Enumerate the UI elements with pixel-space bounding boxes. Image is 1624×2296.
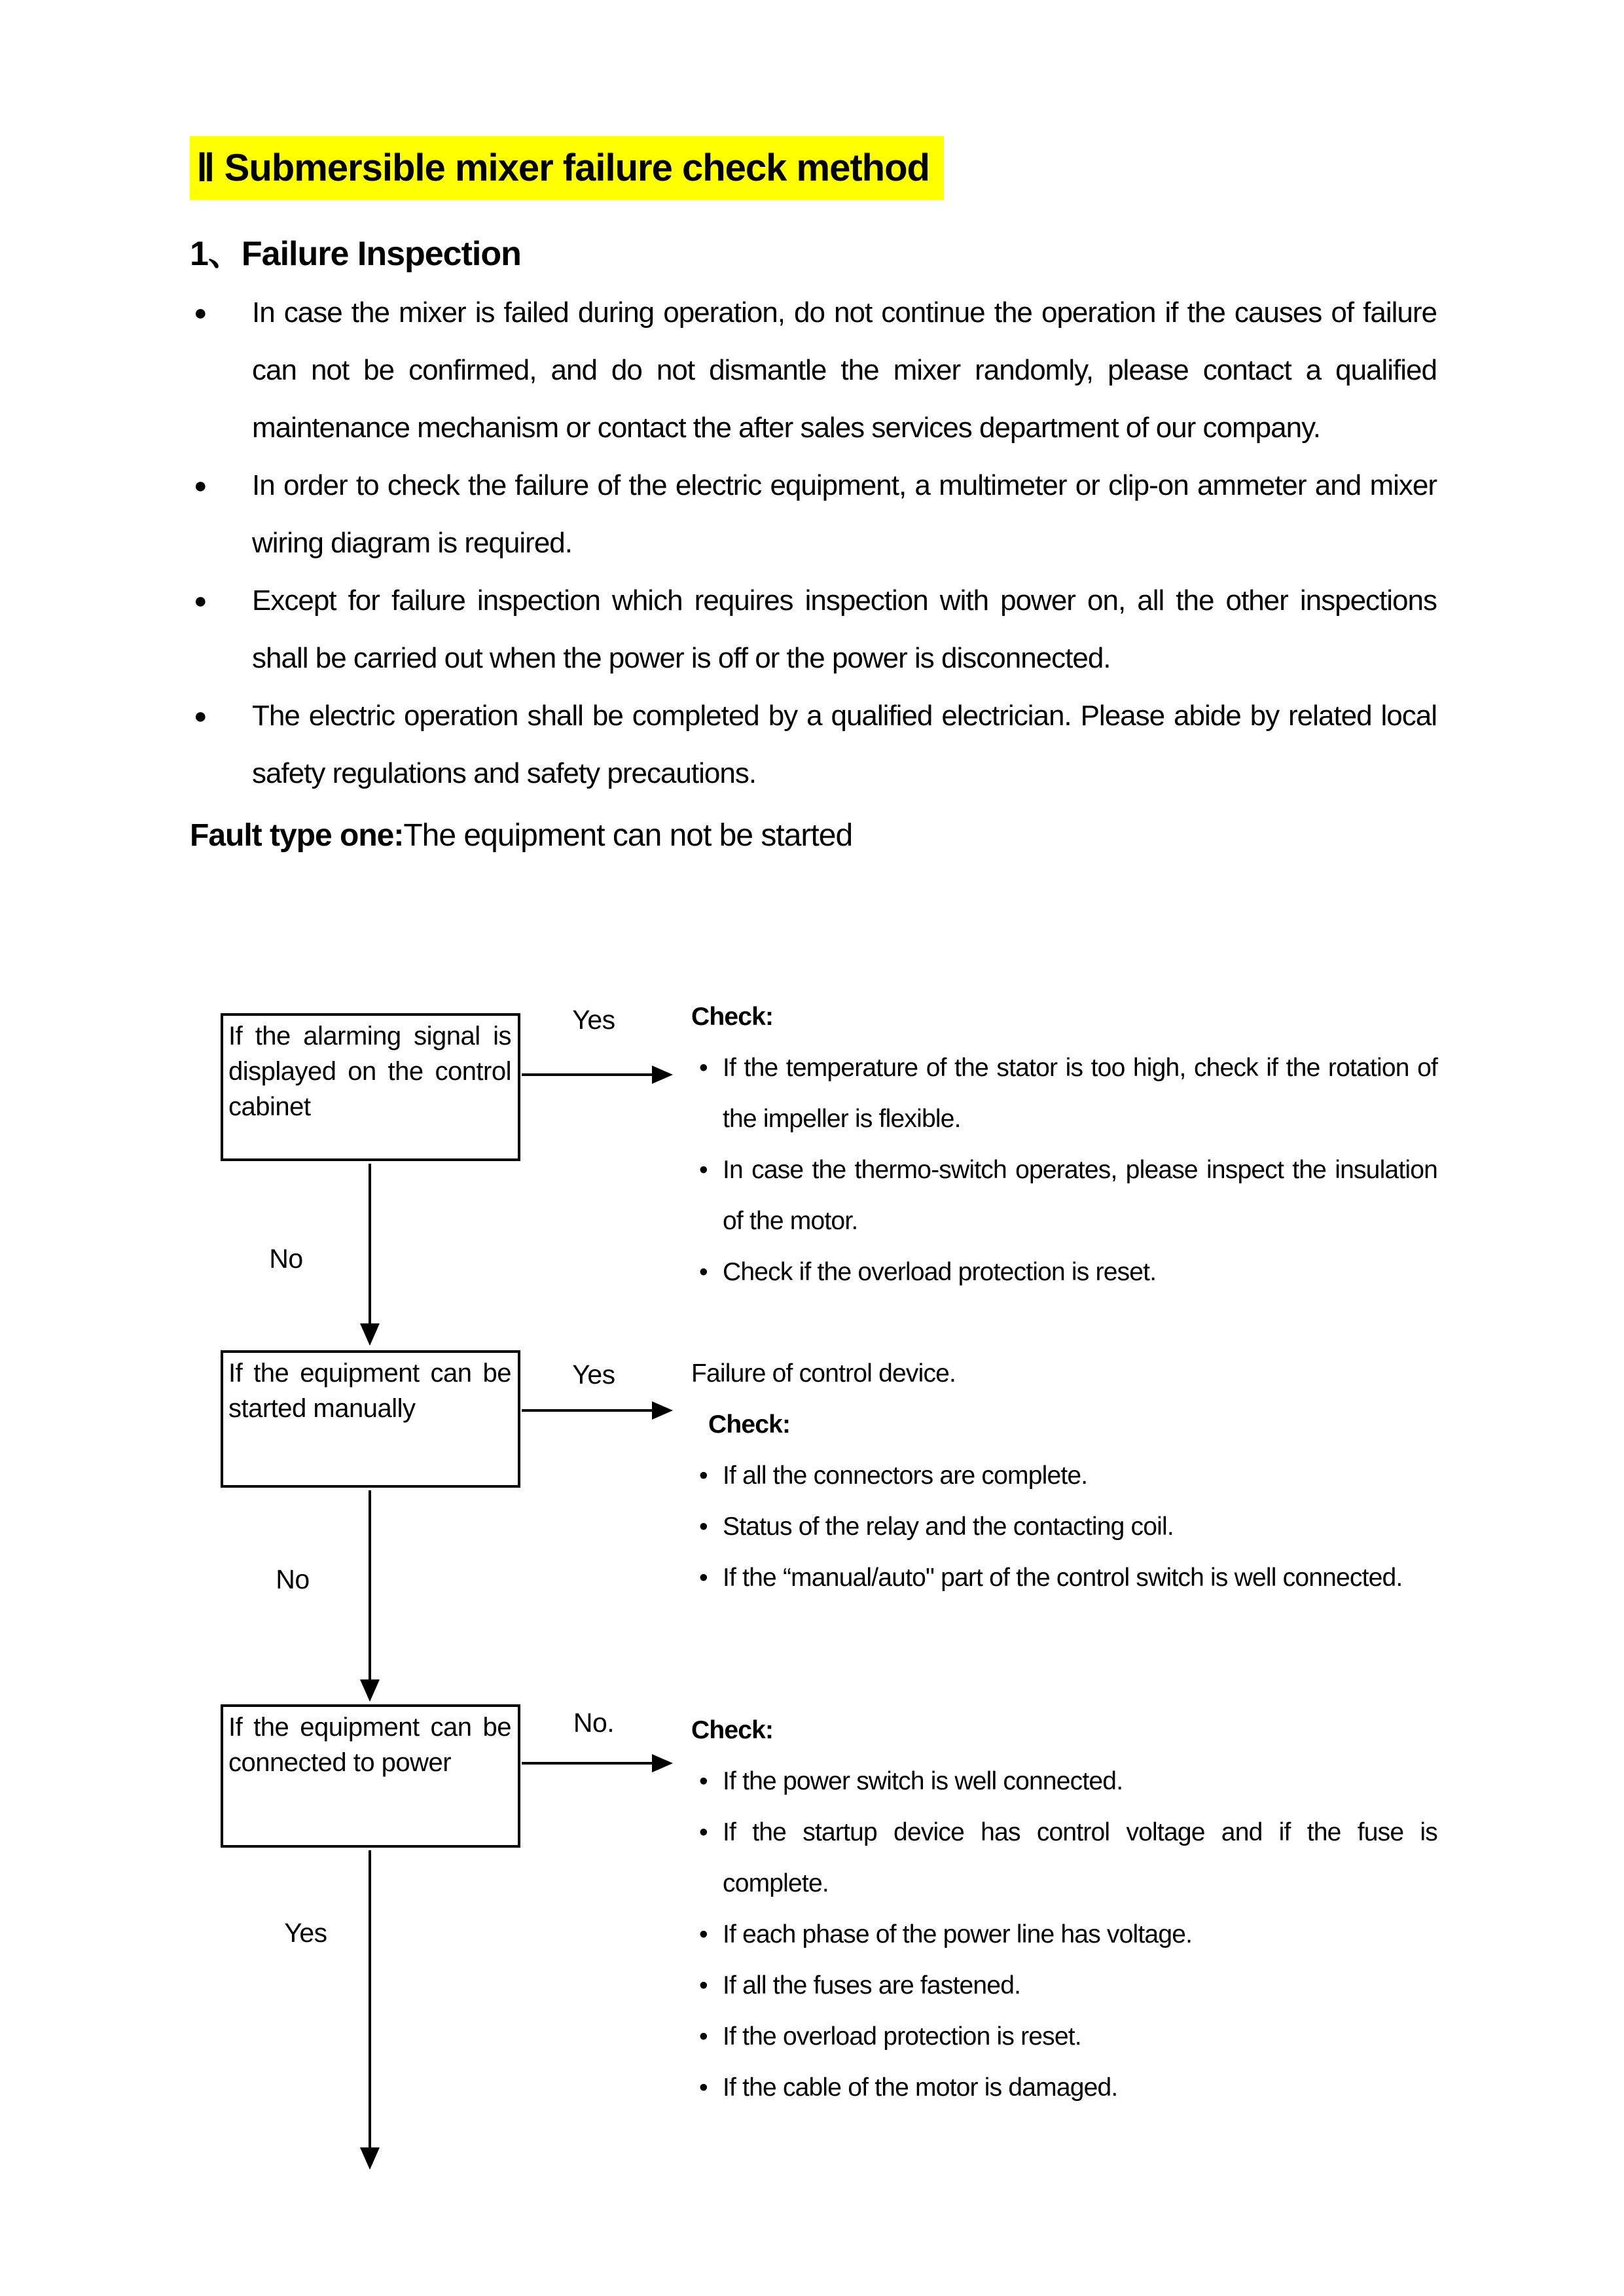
document-title bbox=[0, 0, 1624, 191]
check-item: • If the cable of the motor is damaged. bbox=[691, 2062, 1437, 2113]
check-block-power bbox=[691, 1705, 1437, 2113]
check-title: Check: bbox=[708, 1410, 791, 1439]
fault-type-heading-rest: The equipment can not be started bbox=[403, 818, 853, 853]
right-arrow-icon bbox=[522, 1409, 652, 1412]
decision-box-manual-start: If the equipment can be started manually bbox=[221, 1350, 520, 1488]
check-item: • If the temperature of the stator is too high, check if the rotation of the impeller is flexible. bbox=[691, 1043, 1437, 1145]
check-title: Check: bbox=[691, 1003, 774, 1031]
check-item: • If the power switch is well connected. bbox=[691, 1756, 1437, 1807]
decision-box-power-connect: If the equipment can be connected to power bbox=[221, 1704, 520, 1848]
check-item: • If the startup device has control voltage and if the fuse is complete. bbox=[691, 1807, 1437, 1909]
check-title: Check: bbox=[691, 1716, 774, 1744]
check-item: • If each phase of the power line has voltage. bbox=[691, 1909, 1437, 1960]
branch-label-yes-2: Yes bbox=[572, 1359, 615, 1390]
down-label-no-2: No bbox=[276, 1564, 310, 1594]
branch-label-yes-1: Yes bbox=[572, 1005, 615, 1035]
down-label-no-1: No bbox=[269, 1244, 303, 1274]
check-item: • If the overload protection is reset. bbox=[691, 2011, 1437, 2062]
right-arrow-icon bbox=[522, 1762, 652, 1765]
check-item: • If the “manual/auto" part of the control switch is well connected. bbox=[691, 1552, 1437, 1604]
down-arrow-icon bbox=[369, 1164, 371, 1324]
check-item: • If all the fuses are fastened. bbox=[691, 1960, 1437, 2011]
bullet-item: ● In case the mixer is failed during operation, do not continue the operation if the causes of failure can not be confirmed, and do not dismantle the mixer randomly, please contact a qualified maintenance mechanism or contact the after sales services department of our company. bbox=[190, 284, 1437, 457]
right-arrow-icon bbox=[522, 1073, 652, 1076]
check-item: • Check if the overload protection is reset. bbox=[691, 1247, 1437, 1298]
down-arrow-icon bbox=[369, 1850, 371, 2148]
bullet-item: ● In order to check the failure of the electric equipment, a multimeter or clip-on ammeter and mixer wiring diagram is required. bbox=[190, 457, 1437, 572]
document-title-highlight: Ⅱ Submersible mixer failure check method bbox=[190, 136, 944, 200]
fault-type-heading-bold: Fault type one: bbox=[190, 818, 404, 853]
down-arrow-icon bbox=[369, 1490, 371, 1680]
bullet-list bbox=[190, 284, 1437, 802]
check-block-alarm bbox=[691, 992, 1437, 1298]
section-heading: 1、Failure Inspection bbox=[190, 235, 521, 273]
check-item: • In case the thermo-switch operates, please inspect the insulation of the motor. bbox=[691, 1145, 1437, 1247]
check-block-control-device bbox=[691, 1348, 1437, 1604]
branch-label-no-3: No. bbox=[573, 1708, 615, 1738]
check-intro: Failure of control device. bbox=[691, 1359, 956, 1388]
flowchart bbox=[0, 936, 1624, 2296]
bullet-item: ● The electric operation shall be completed by a qualified electrician. Please abide by related local safety regulations and safety precautions. bbox=[190, 687, 1437, 802]
fault-type-heading bbox=[190, 816, 1624, 856]
check-item: • Status of the relay and the contacting coil. bbox=[691, 1501, 1437, 1552]
bullet-item: ● Except for failure inspection which requires inspection with power on, all the other inspections shall be carried out when the power is off or the power is disconnected. bbox=[190, 572, 1437, 687]
down-label-yes-3: Yes bbox=[284, 1918, 327, 1948]
check-item: • If all the connectors are complete. bbox=[691, 1450, 1437, 1501]
decision-box-alarm-signal: If the alarming signal is displayed on the control cabinet bbox=[221, 1013, 520, 1161]
